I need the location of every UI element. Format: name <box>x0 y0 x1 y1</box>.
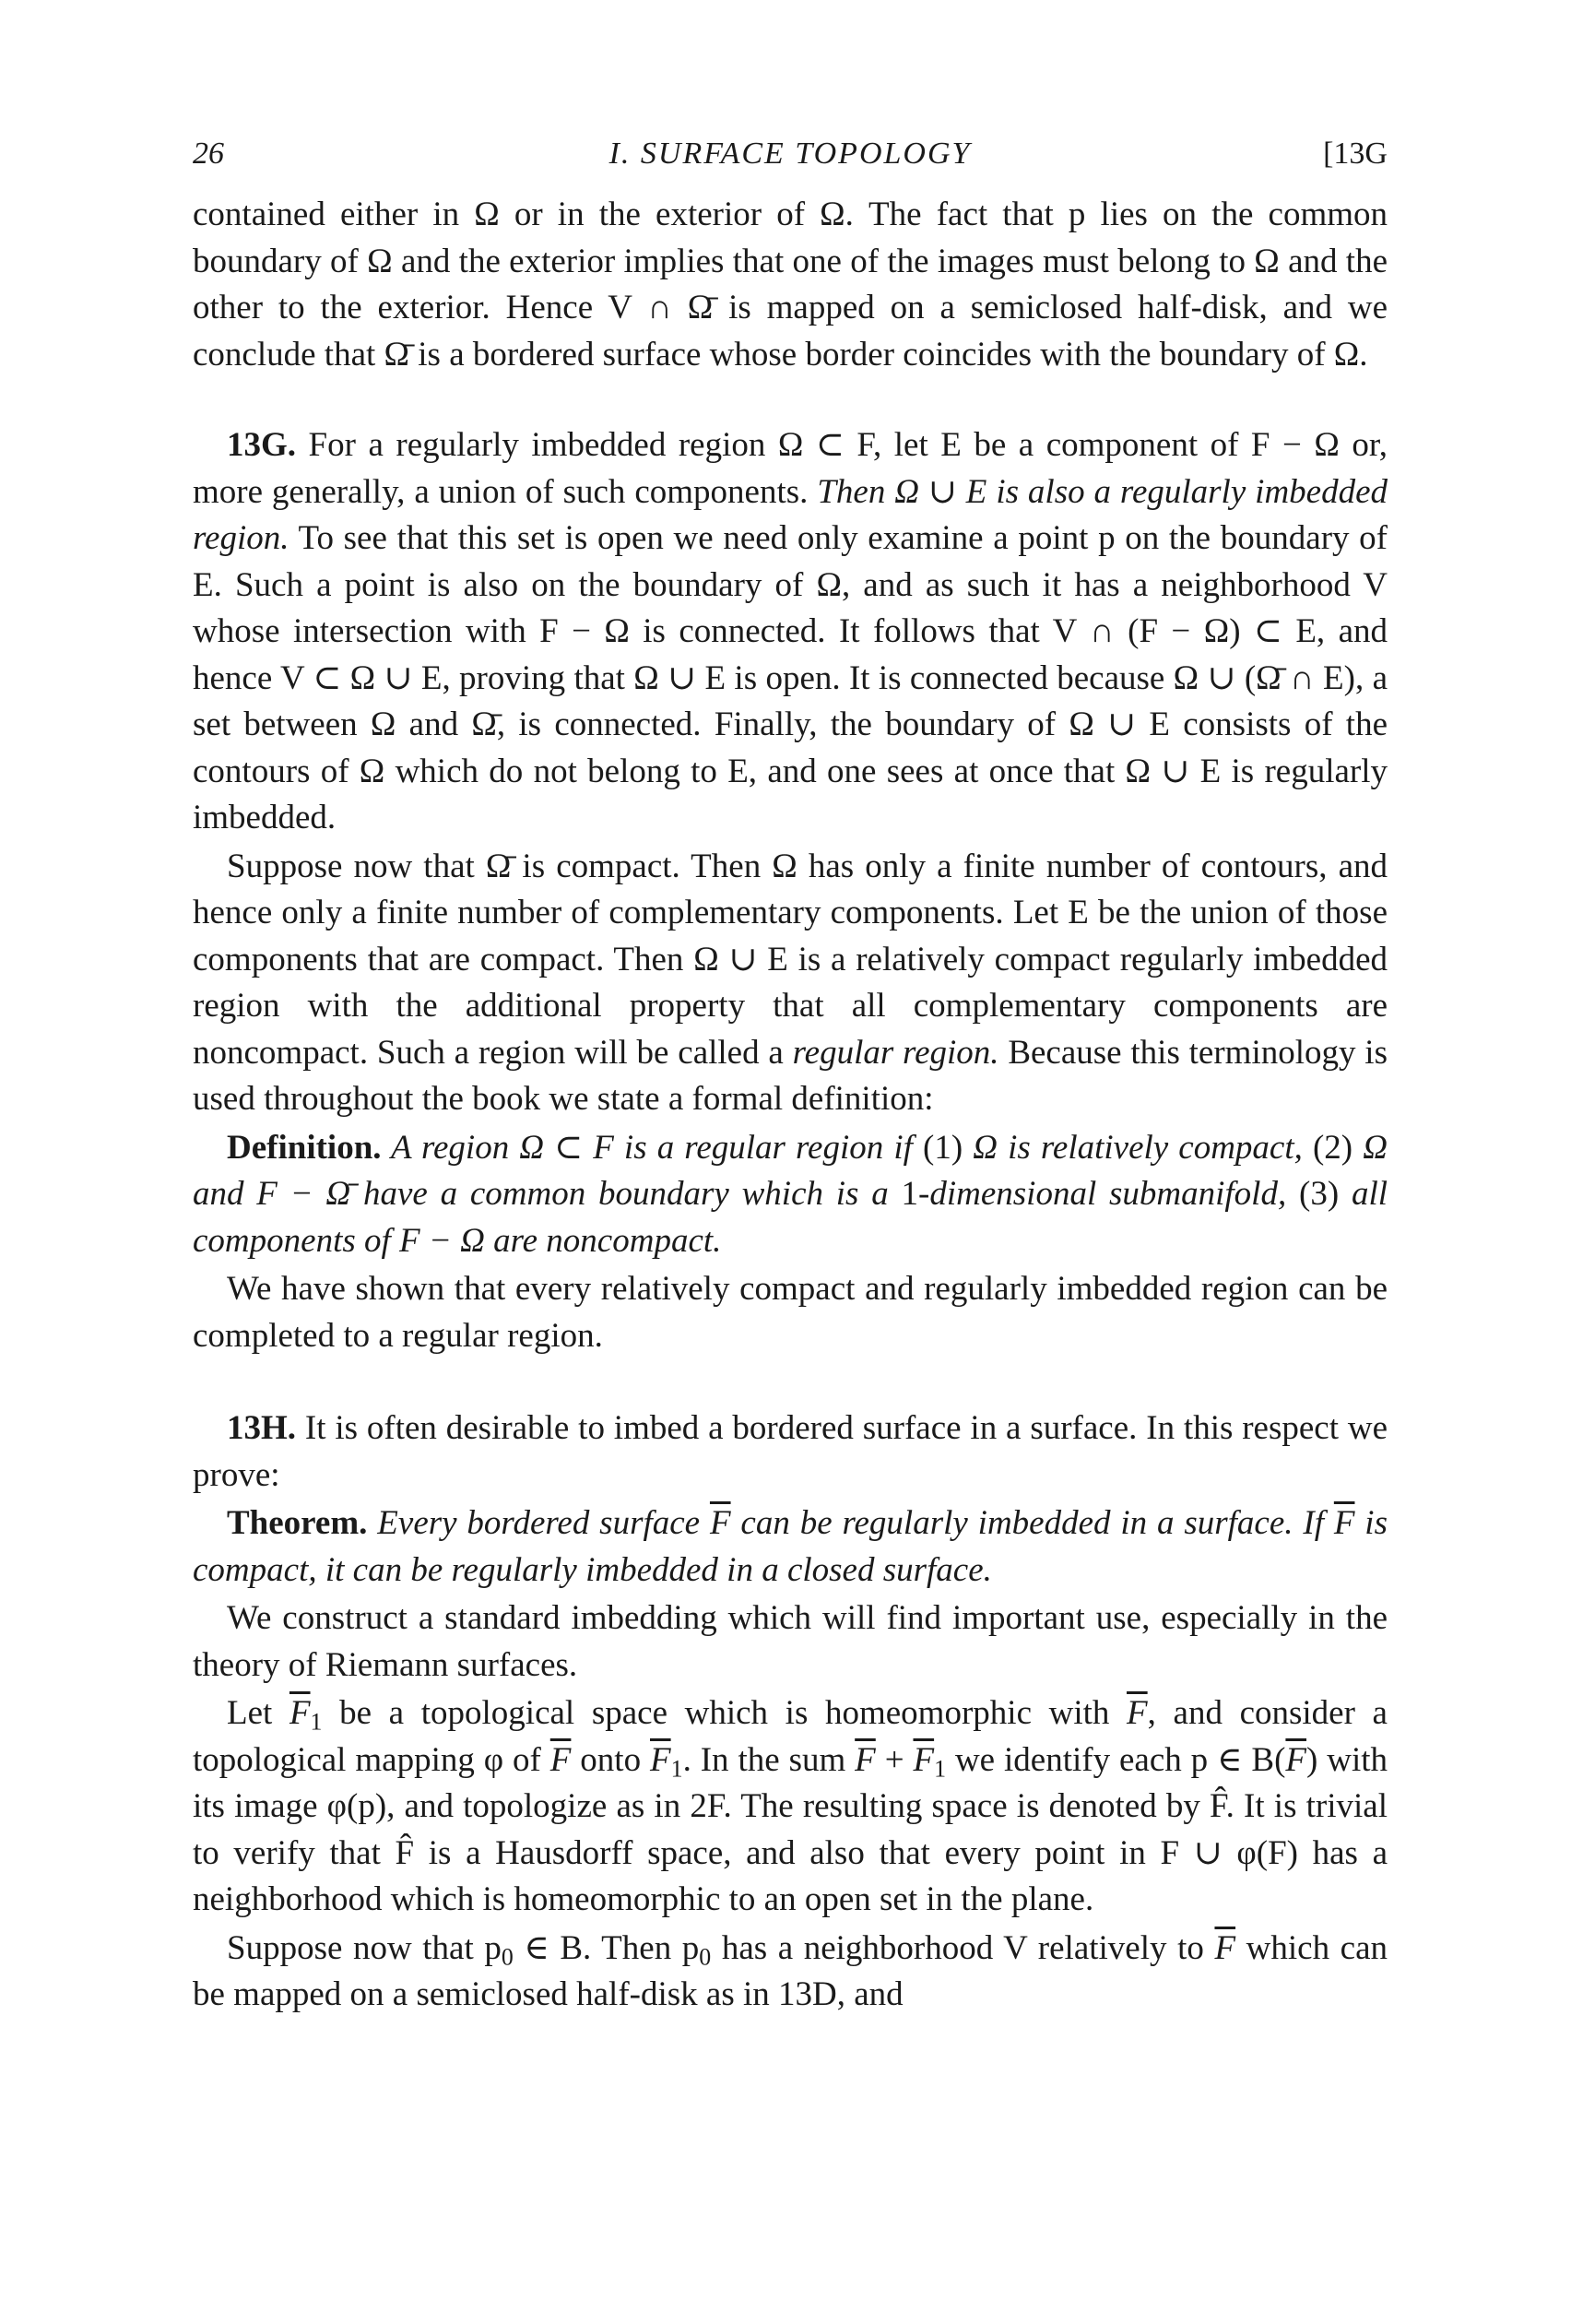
text-run: ) with its image φ(p), and topologize as in 2F. The resulting space is denoted by F̂. It is trivial to verify that F̂ is a Hausdorff space, and also that every point in F ∪ φ(F) has a neighborhood which is homeomorphic to an open set in the plane. <box>193 1740 1388 1918</box>
text-run: has a neighborhood V relatively to <box>711 1928 1215 1967</box>
theorem-label: Theorem. <box>227 1504 368 1542</box>
text-run: (1) <box>923 1128 963 1167</box>
text-run: all components of F − Ω are noncompact. <box>193 1175 1388 1260</box>
section-13g-paragraph <box>193 422 1388 842</box>
section-label-13g: 13G. <box>227 426 297 464</box>
text-run: $\overline{F}$ <box>650 1740 671 1779</box>
running-header <box>193 131 1388 177</box>
section-13h-paragraph <box>193 1405 1388 1499</box>
text-run: $\overline{F}$ <box>289 1694 311 1732</box>
text-run: onto <box>571 1740 650 1779</box>
subscript: 1 <box>310 1708 323 1736</box>
emphasis-text: regular region. <box>792 1033 999 1072</box>
text-run: which can be mapped on a semiclosed half-disk as in 13D, and <box>193 1928 1388 2013</box>
text-run: , and consider a topological mapping φ of <box>193 1694 1388 1779</box>
text-run: $\overline{F}$ <box>855 1740 876 1779</box>
text-run: be a topological space which is homeomorphic with <box>322 1694 1128 1732</box>
text-run: 1 <box>901 1175 919 1213</box>
text-run: Ω and F − Ω̄ have a common boundary which is a <box>193 1128 1388 1213</box>
section-marker: [13G <box>1323 136 1388 171</box>
neighborhood-paragraph <box>193 1926 1388 2019</box>
subscript: 0 <box>501 1942 514 1970</box>
text-run: $\overline{F}$ <box>709 1504 731 1542</box>
text-run: (3) <box>1299 1175 1340 1213</box>
theorem-paragraph <box>193 1500 1388 1594</box>
text-run: $\overline{F}$ <box>913 1740 935 1779</box>
emphasis-text: Then Ω ∪ E is also a regularly imbedded region. <box>193 472 1388 557</box>
subscript: 1 <box>934 1754 947 1782</box>
text-run: Ω is relatively compact, <box>963 1128 1313 1167</box>
compactness-paragraph <box>193 844 1388 1123</box>
text-run: $\overline{F}$ <box>1127 1694 1148 1732</box>
text-run: Suppose now that p <box>227 1928 502 1967</box>
definition-paragraph <box>193 1125 1388 1265</box>
text-run: Every bordered surface <box>367 1504 710 1542</box>
text-run: we identify each p ∈ B( <box>946 1740 1286 1779</box>
text-run: $\overline{F}$ <box>1214 1928 1236 1967</box>
text-run: Let <box>227 1694 289 1732</box>
chapter-title: I. SURFACE TOPOLOGY <box>608 136 972 171</box>
text-run: . In the sum <box>682 1740 856 1779</box>
paragraph-continuation: contained either in Ω or in the exterior of Ω. The fact that p lies on the common boundary of Ω and the exterior implies that one of the images must belong to Ω and the other to the exterior. Hence V ∩ Ω̄ is mapped on a semiclosed half-disk, and we conclude that Ω̄ is a bordered surface whose border coincides with the boundary of Ω. <box>193 196 1388 374</box>
text-run: $\overline{F}$ <box>549 1740 572 1779</box>
mapping-paragraph <box>193 1690 1388 1924</box>
text-run: is compact, it can be regularly imbedded in a closed surface. <box>193 1504 1388 1589</box>
subscript: 1 <box>670 1754 683 1782</box>
page-number: 26 <box>193 136 224 171</box>
text-run: It is often desirable to imbed a bordered surface in a surface. In this respect we prove: <box>193 1409 1388 1494</box>
completion-paragraph: We have shown that every relatively compact and regularly imbedded region can be completed to a regular region. <box>193 1270 1388 1355</box>
text-run: Because this terminology is used throughout the book we state a formal definition: <box>193 1033 1388 1118</box>
text-run: can be regularly imbedded in a surface. If <box>730 1504 1334 1542</box>
text-run: $\overline{F}$ <box>1285 1740 1307 1779</box>
definition-label: Definition. <box>227 1128 382 1167</box>
main-text <box>193 192 1388 2019</box>
text-run: To see that this set is open we need only examine a point p on the boundary of E. Such a point is also on the boundary of Ω, and as such it has a neighborhood V whose intersection with F − Ω is connected. It follows that V ∩ (F − Ω) ⊂ E, and hence V ⊂ Ω ∪ E, proving that Ω ∪ E is open. It is connected because Ω ∪ (Ω̄ ∩ E), a set between Ω and Ω̄, is connected. Finally, the boundary of Ω ∪ E consists of the contours of Ω which do not belong to E, and one sees at once that Ω ∪ E is regularly imbedded. <box>193 519 1388 836</box>
text-run: -dimensional submanifold, <box>918 1175 1299 1213</box>
construction-paragraph: We construct a standard imbedding which will find important use, especially in the theory of Riemann surfaces. <box>193 1599 1388 1684</box>
subscript: 0 <box>699 1942 712 1970</box>
text-run: For a regularly imbedded region Ω ⊂ F, let E be a component of F − Ω or, more generally, a union of such components. <box>193 426 1388 511</box>
text-run: + <box>875 1740 914 1779</box>
text-run: Suppose now that Ω̄ is compact. Then Ω has only a finite number of contours, and hence only a finite number of complementary components. Let E be the union of those components that are compact. Then Ω ∪ E is a relatively compact regularly imbedded region with the additional property that all complementary components are noncompact. Such a region will be called a <box>193 847 1388 1072</box>
text-run: ∈ B. Then p <box>513 1928 700 1967</box>
text-run: $\overline{F}$ <box>1333 1504 1355 1542</box>
section-label-13h: 13H. <box>227 1409 297 1447</box>
text-run: A region Ω ⊂ F is a regular region if <box>381 1128 923 1167</box>
text-run: (2) <box>1312 1128 1353 1167</box>
